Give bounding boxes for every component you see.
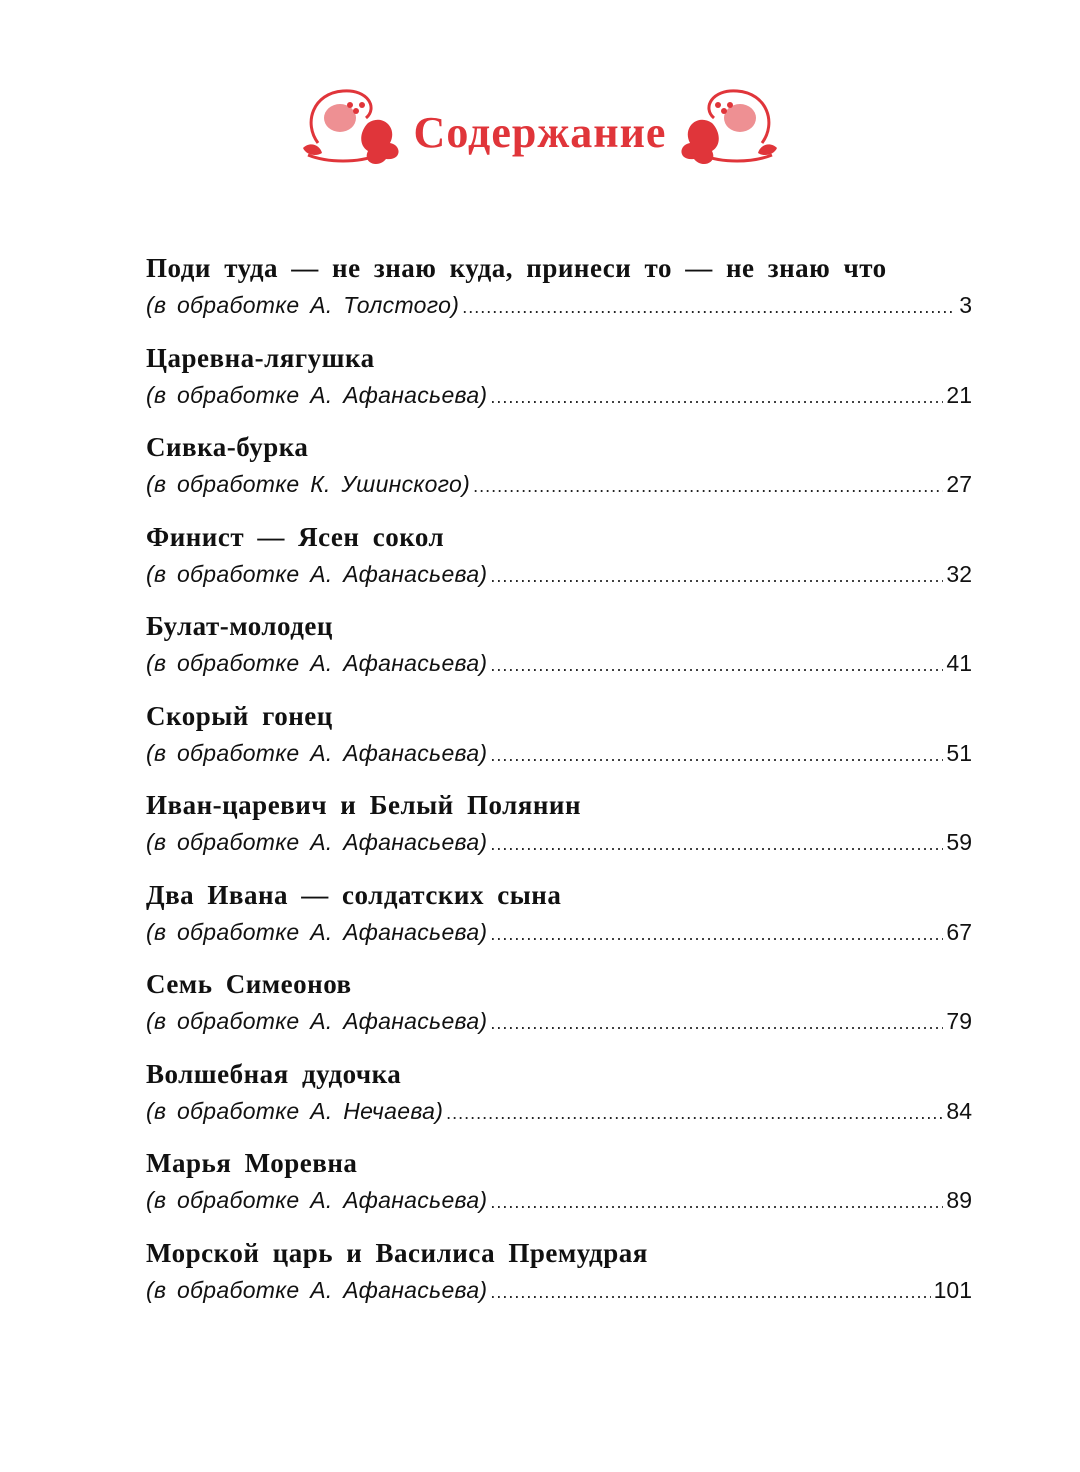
floral-ornament-icon: [672, 83, 782, 173]
page-number: 101: [933, 1276, 972, 1303]
page-number: 59: [946, 829, 972, 855]
toc-entry[interactable]: [146, 248, 972, 338]
toc-entry[interactable]: [146, 964, 972, 1054]
toc-entry[interactable]: [146, 606, 972, 696]
toc-entry[interactable]: [146, 696, 972, 786]
story-title: Скорый гонец: [146, 700, 333, 731]
page-number: 67: [946, 918, 972, 945]
page-title: Содержание: [413, 107, 667, 157]
story-title: Сивка-бурка: [146, 432, 309, 462]
page-number: 3: [959, 292, 972, 318]
dot-leader: [490, 1006, 943, 1040]
dot-leader: [490, 827, 943, 861]
story-title: Марья Моревна: [146, 1148, 358, 1178]
floral-ornament-icon: [298, 83, 408, 173]
adaptation-note: (в обработке А. Толстого): [146, 292, 460, 318]
dot-leader: [490, 1185, 943, 1219]
dot-leader: [490, 380, 943, 414]
story-title: Семь Симеонов: [146, 969, 352, 999]
story-title: Финист — Ясен сокол: [146, 521, 445, 552]
page-number: 41: [946, 650, 972, 676]
page-number: 84: [946, 1097, 972, 1124]
toc-entry[interactable]: [146, 1054, 972, 1144]
table-of-contents: [146, 248, 972, 1322]
story-title: Поди туда — не знаю куда, принеси то — не знаю что: [146, 253, 887, 283]
page-number: 32: [946, 560, 972, 587]
page-number: 21: [946, 381, 972, 408]
adaptation-note: (в обработке А. Афанасьева): [146, 650, 488, 676]
adaptation-note: (в обработке А. Афанасьева): [146, 1276, 488, 1303]
page-number: 51: [946, 739, 972, 766]
story-title: Морской царь и Василиса Премудрая: [146, 1237, 648, 1268]
adaptation-note: (в обработке К. Ушинского): [146, 471, 471, 497]
dot-leader: [490, 648, 943, 682]
toc-entry[interactable]: [146, 338, 972, 428]
adaptation-note: (в обработке А. Афанасьева): [146, 829, 488, 855]
story-title: Иван-царевич и Белый Полянин: [146, 790, 582, 820]
adaptation-note: (в обработке А. Афанасьева): [146, 1008, 488, 1034]
dot-leader: [490, 1275, 930, 1309]
adaptation-note: (в обработке А. Афанасьева): [146, 560, 488, 587]
toc-entry[interactable]: [146, 427, 972, 517]
adaptation-note: (в обработке А. Афанасьева): [146, 1187, 488, 1213]
toc-entry[interactable]: [146, 785, 972, 875]
page-header: [0, 78, 1080, 178]
adaptation-note: (в обработке А. Нечаева): [146, 1097, 444, 1124]
adaptation-note: (в обработке А. Афанасьева): [146, 918, 488, 945]
story-title: Царевна-лягушка: [146, 342, 375, 373]
dot-leader: [473, 469, 943, 503]
story-title: Волшебная дудочка: [146, 1058, 402, 1089]
toc-entry[interactable]: [146, 875, 972, 965]
dot-leader: [490, 917, 943, 951]
page-number: 79: [946, 1008, 972, 1034]
page-number: 89: [946, 1187, 972, 1213]
toc-entry[interactable]: [146, 1233, 972, 1323]
adaptation-note: (в обработке А. Афанасьева): [146, 739, 488, 766]
dot-leader: [490, 559, 943, 593]
toc-entry[interactable]: [146, 517, 972, 607]
page-number: 27: [946, 471, 972, 497]
toc-entry[interactable]: [146, 1143, 972, 1233]
dot-leader: [490, 738, 943, 772]
dot-leader: [462, 290, 956, 324]
story-title: Два Ивана — солдатских сына: [146, 879, 562, 910]
story-title: Булат-молодец: [146, 611, 333, 641]
adaptation-note: (в обработке А. Афанасьева): [146, 381, 488, 408]
dot-leader: [446, 1096, 943, 1130]
